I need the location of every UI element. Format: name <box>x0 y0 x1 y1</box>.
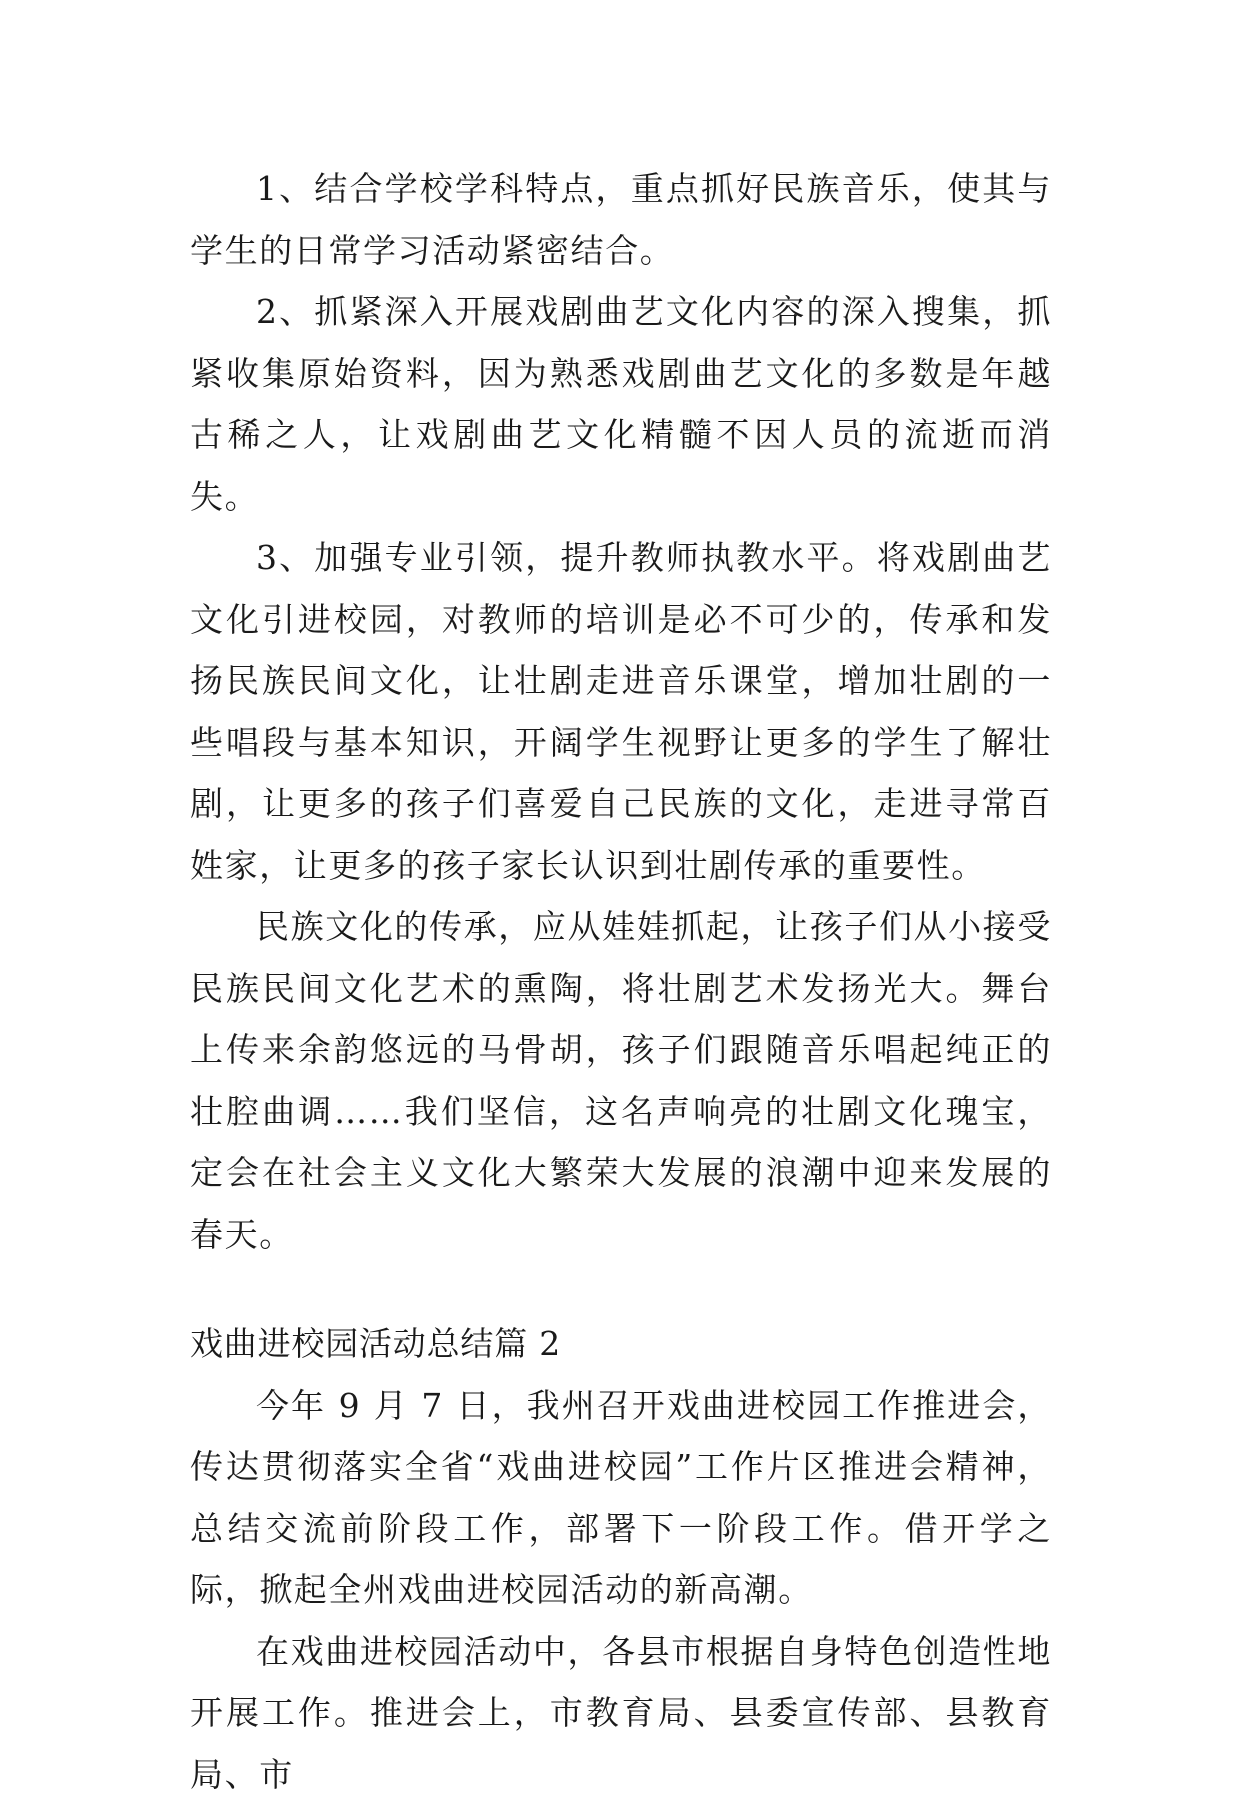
paragraph-item-3: 3、加强专业引领，提升教师执教水平。将戏剧曲艺文化引进校园，对教师的培训是必不可少的，传承和发扬民族民间文化，让壮剧走进音乐课堂，增加壮剧的一些唱段与基本知识，开阔学生视野让更多的学生了解壮剧，让更多的孩子们喜爱自己民族的文化，走进寻常百姓家，让更多的孩子家长认识到壮剧传承的重要性。 <box>190 527 1052 896</box>
paragraph-item-1: 1、结合学校学科特点，重点抓好民族音乐，使其与学生的日常学习活动紧密结合。 <box>190 158 1052 281</box>
document-body <box>190 158 1052 1805</box>
paragraph-conclusion: 民族文化的传承，应从娃娃抓起，让孩子们从小接受民族民间文化艺术的熏陶，将壮剧艺术发扬光大。舞台上传来余韵悠远的马骨胡，孩子们跟随音乐唱起纯正的壮腔曲调……我们坚信，这名声响亮的壮剧文化瑰宝，定会在社会主义文化大繁荣大发展的浪潮中迎来发展的春天。 <box>190 896 1052 1265</box>
paragraph-activities: 在戏曲进校园活动中，各县市根据自身特色创造性地开展工作。推进会上，市教育局、县委宣传部、县教育局、市 <box>190 1621 1052 1805</box>
section-heading: 戏曲进校园活动总结篇 2 <box>190 1313 1052 1375</box>
paragraph-meeting: 今年 9 月 7 日，我州召开戏曲进校园工作推进会，传达贯彻落实全省“戏曲进校园”工作片区推进会精神，总结交流前阶段工作，部署下一阶段工作。借开学之际，掀起全州戏曲进校园活动的新高潮。 <box>190 1375 1052 1621</box>
paragraph-item-2: 2、抓紧深入开展戏剧曲艺文化内容的深入搜集，抓紧收集原始资料，因为熟悉戏剧曲艺文化的多数是年越古稀之人，让戏剧曲艺文化精髓不因人员的流逝而消失。 <box>190 281 1052 527</box>
